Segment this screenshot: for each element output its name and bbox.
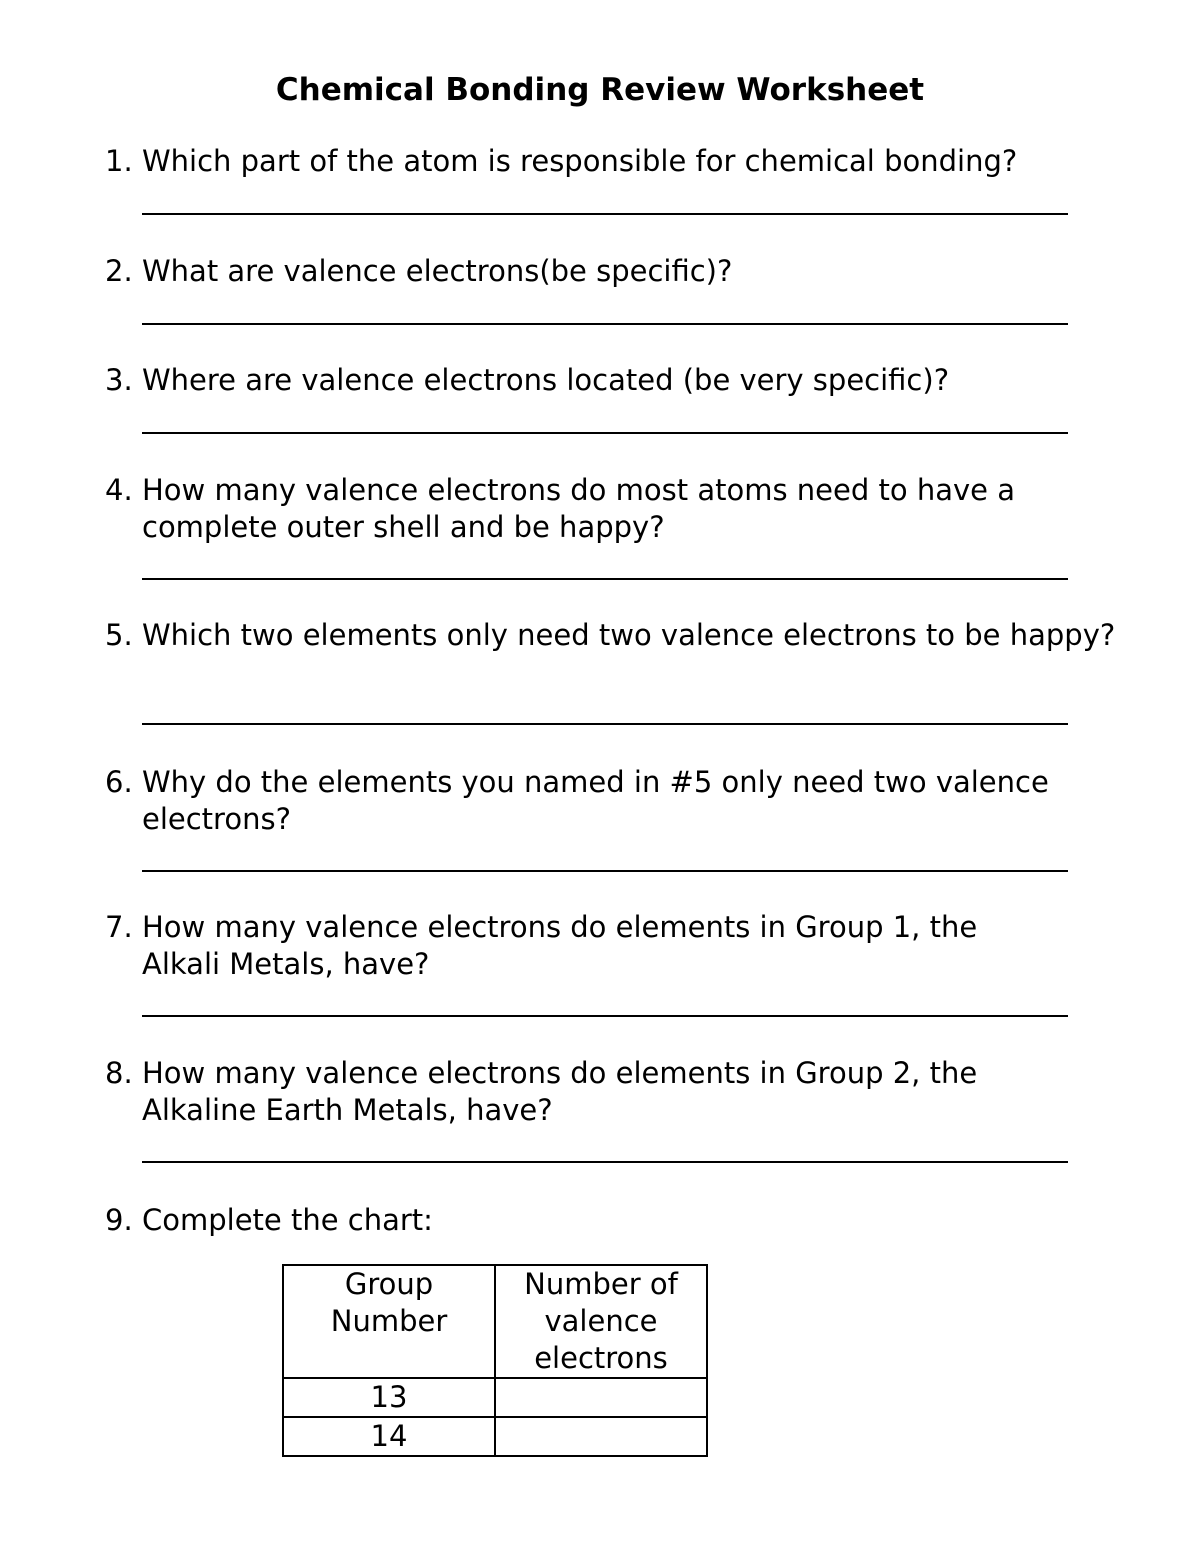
header-valence-electrons: Number of valence electrons bbox=[495, 1265, 707, 1378]
valence-answer-cell[interactable] bbox=[495, 1378, 707, 1417]
question-text: How many valence electrons do elements in Group 1, the Alkali Metals, have? bbox=[142, 910, 978, 981]
valence-answer-cell[interactable] bbox=[495, 1417, 707, 1456]
answer-line[interactable] bbox=[142, 213, 1068, 215]
group-number-cell: 13 bbox=[283, 1378, 495, 1417]
answer-line[interactable] bbox=[142, 578, 1068, 580]
answer-line[interactable] bbox=[142, 323, 1068, 325]
answer-line[interactable] bbox=[142, 432, 1068, 434]
answer-line[interactable] bbox=[142, 870, 1068, 872]
question-text: Complete the chart: bbox=[142, 1203, 433, 1237]
question-number: 8. bbox=[105, 1056, 133, 1090]
question-number: 5. bbox=[105, 618, 133, 652]
question-number: 2. bbox=[105, 254, 133, 288]
question-text: Which two elements only need two valence electrons to be happy? bbox=[142, 618, 1116, 652]
table-header-row bbox=[283, 1265, 707, 1378]
table-row bbox=[283, 1417, 707, 1456]
question-text: How many valence electrons do most atoms need to have a complete outer shell and be happy? bbox=[142, 473, 1015, 544]
question-text: Which part of the atom is responsible for chemical bonding? bbox=[142, 144, 1018, 178]
group-number-cell: 14 bbox=[283, 1417, 495, 1456]
answer-line[interactable] bbox=[142, 1015, 1068, 1017]
worksheet-title: Chemical Bonding Review Worksheet bbox=[275, 72, 925, 108]
valence-chart-table bbox=[282, 1264, 708, 1457]
question-number: 1. bbox=[105, 144, 133, 178]
question-text: Why do the elements you named in #5 only need two valence electrons? bbox=[142, 765, 1049, 836]
question-number: 4. bbox=[105, 473, 133, 507]
question-text: How many valence electrons do elements in Group 2, the Alkaline Earth Metals, have? bbox=[142, 1056, 978, 1127]
question-number: 7. bbox=[105, 910, 133, 944]
answer-line[interactable] bbox=[142, 1161, 1068, 1163]
answer-line[interactable] bbox=[142, 723, 1068, 725]
question-text: What are valence electrons(be specific)? bbox=[142, 254, 733, 288]
question-number: 3. bbox=[105, 363, 133, 397]
table-row bbox=[283, 1378, 707, 1417]
question-number: 9. bbox=[105, 1203, 133, 1237]
question-number: 6. bbox=[105, 765, 133, 799]
question-text: Where are valence electrons located (be very specific)? bbox=[142, 363, 950, 397]
header-group-number: Group Number bbox=[283, 1265, 495, 1378]
